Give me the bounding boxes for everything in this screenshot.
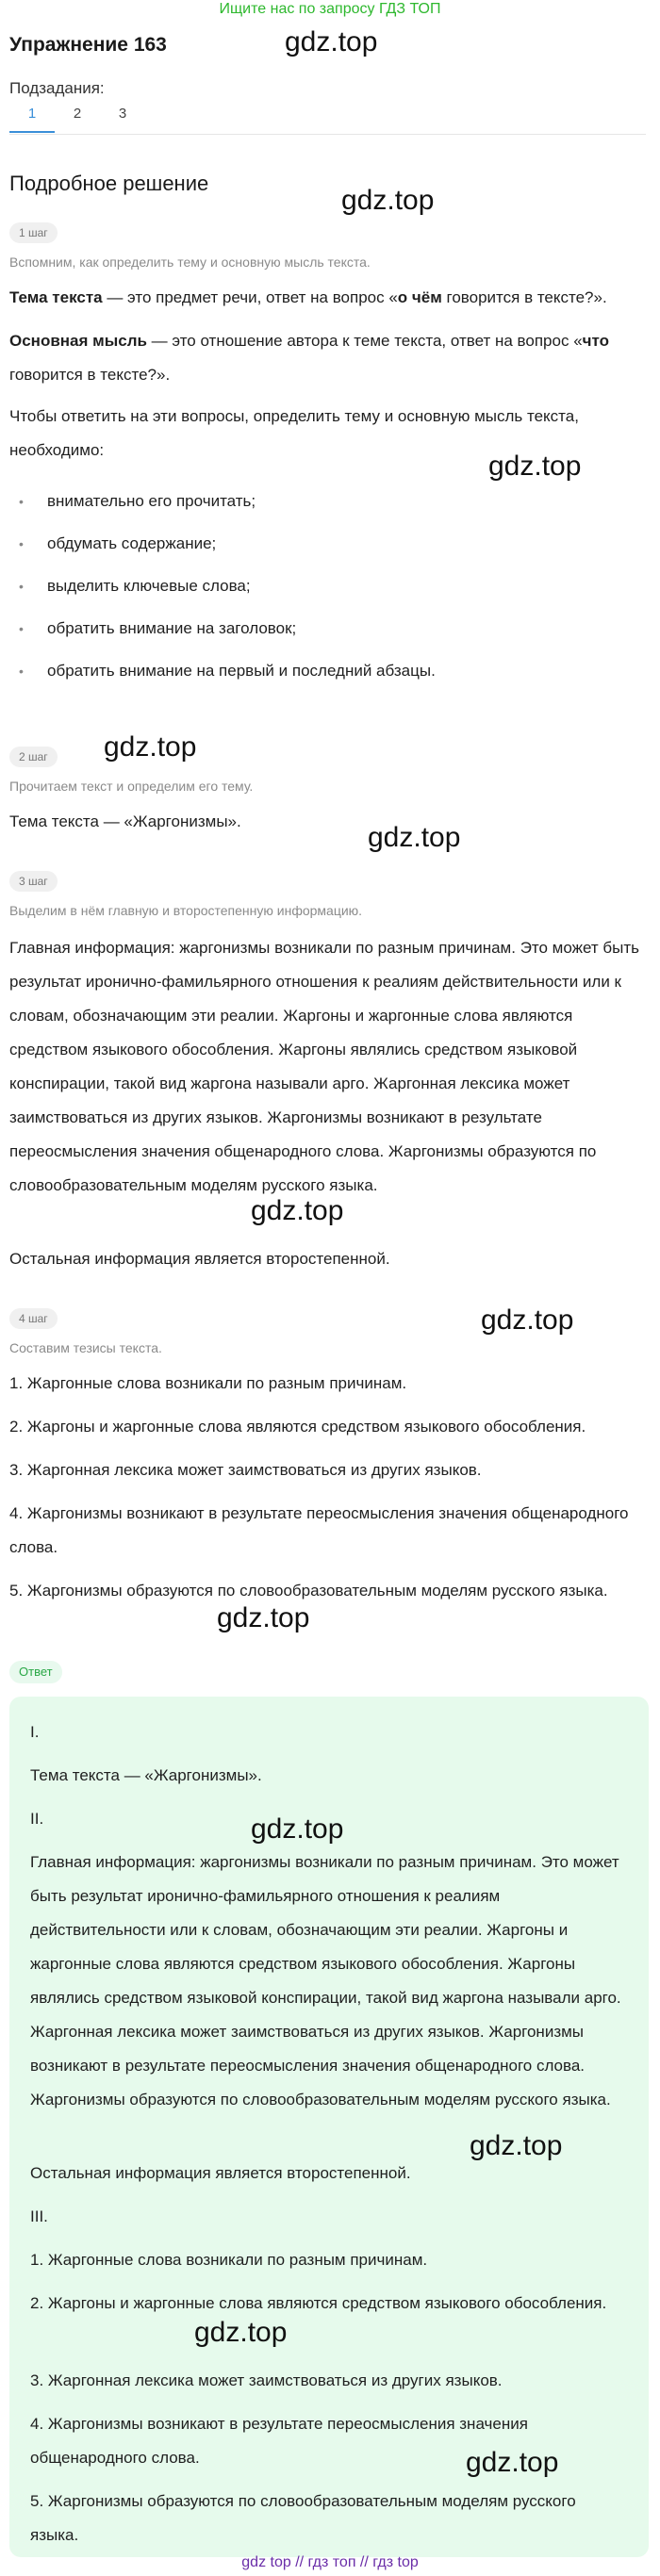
answer-secondary-info: Остальная информация является второстепенной.: [30, 2164, 411, 2182]
watermark: gdz.top: [194, 2317, 288, 2348]
tabs-divider: [9, 134, 646, 135]
watermark: gdz.top: [251, 1195, 344, 1226]
answer-topic: Тема текста — «Жаргонизмы».: [30, 1766, 262, 1784]
step-2-topic: Тема текста — «Жаргонизмы».: [9, 812, 241, 830]
watermark: gdz.top: [470, 2130, 563, 2161]
watermark: gdz.top: [217, 1602, 310, 1633]
answer-part-2-number: II.: [30, 1810, 44, 1828]
exercise-title: Упражнение 163: [9, 34, 167, 56]
answer-main-info: Главная информация: жаргонизмы возникали по разным причинам. Это может быть результат иронично-фамильярного отношения к реалиям действительности или к словам, обозначающим эти реалии. Жаргоны и жаргонные слова являются средством языкового обособления. Жаргоны являлись средством языковой конспирации, такой вид жаргона называли арго. Жаргонная лексика может заимствоваться из других языков. Жаргонизмы возникают в результате переосмысления значения общенародного слова. Жаргонизмы образуются по словообразовательным моделям русского языка.: [30, 1853, 621, 2108]
tab-3[interactable]: 3: [118, 106, 127, 122]
watermark: gdz.top: [481, 1304, 574, 1336]
thesis-item: 1. Жаргонные слова возникали по разным причинам.: [9, 1374, 407, 1392]
list-item: • внимательно его прочитать;: [9, 483, 436, 525]
thesis-item: 3. Жаргонная лексика может заимствоваться из других языков.: [9, 1461, 482, 1479]
step-4-note: Составим тезисы текста.: [9, 1340, 162, 1355]
watermark: gdz.top: [251, 1813, 344, 1845]
term-topic: Тема текста: [9, 288, 103, 306]
step-3-badge: 3 шаг: [9, 871, 58, 892]
watermark: gdz.top: [466, 2447, 559, 2478]
section-title: Подробное решение: [9, 172, 209, 195]
definition-main-idea: Основная мысль — это отношение автора к теме текста, ответ на вопрос «что говорится в тексте?».: [9, 332, 610, 384]
thesis-item: 4. Жаргонизмы возникают в результате переосмысления значения общенародного слова.: [9, 1504, 629, 1556]
answer-thesis-item: 4. Жаргонизмы возникают в результате переосмысления значения общенародного слова.: [30, 2415, 528, 2467]
step-1-badge: 1 шаг: [9, 222, 58, 243]
step-2-badge: 2 шаг: [9, 747, 58, 767]
subtask-tabs: [9, 106, 145, 133]
step-4-badge: 4 шаг: [9, 1308, 58, 1329]
thesis-item: 2. Жаргоны и жаргонные слова являются средством языкового обособления.: [9, 1418, 586, 1436]
answer-badge: Ответ: [9, 1661, 62, 1683]
step-3-secondary-info: Остальная информация является второстепенной.: [9, 1250, 390, 1268]
subtasks-label: Подзадания:: [9, 79, 105, 97]
thesis-item: 5. Жаргонизмы образуются по словообразовательным моделям русского языка.: [9, 1582, 608, 1600]
list-item: • обратить внимание на заголовок;: [9, 610, 436, 652]
list-item: • выделить ключевые слова;: [9, 567, 436, 610]
search-banner: Ищите нас по запросу ГДЗ ТОП: [219, 1, 441, 17]
footer-links[interactable]: gdz top // гдз топ // гдз top: [241, 2554, 419, 2570]
watermark: gdz.top: [104, 731, 197, 763]
answer-thesis-item: 3. Жаргонная лексика может заимствоваться из других языков.: [30, 2371, 503, 2389]
term-main-idea: Основная мысль: [9, 332, 147, 350]
answer-part-3-number: III.: [30, 2207, 48, 2225]
answer-thesis-item: 2. Жаргоны и жаргонные слова являются средством языкового обособления.: [30, 2294, 607, 2312]
tab-2[interactable]: 2: [73, 106, 82, 122]
watermark: gdz.top: [341, 185, 435, 216]
answer-thesis-item: 5. Жаргонизмы образуются по словообразовательным моделям русского языка.: [30, 2492, 576, 2544]
answer-part-1-number: I.: [30, 1723, 40, 1741]
watermark: gdz.top: [285, 26, 378, 57]
step-2-note: Прочитаем текст и определим его тему.: [9, 779, 254, 794]
list-item: • обратить внимание на первый и последний абзацы.: [9, 652, 436, 695]
list-item: • обдумать содержание;: [9, 525, 436, 567]
step-3-main-info: Главная информация: жаргонизмы возникали по разным причинам. Это может быть результат иронично-фамильярного отношения к реалиям действительности или к словам, обозначающим эти реалии. Жаргоны и жаргонные слова являются средством языкового обособления. Жаргоны являлись средством языковой конспирации, такой вид жаргона называли арго. Жаргонная лексика может заимствоваться из других языков. Жаргонизмы возникают в результате переосмысления значения общенародного слова. Жаргонизмы образуются по словообразовательным моделям русского языка.: [9, 939, 640, 1194]
watermark: gdz.top: [368, 822, 461, 853]
steps-list: [9, 483, 436, 695]
tab-1[interactable]: 1: [9, 106, 55, 133]
step-1-instructions: Чтобы ответить на эти вопросы, определить тему и основную мысль текста, необходимо:: [9, 407, 579, 459]
step-1-note: Вспомним, как определить тему и основную мысль текста.: [9, 254, 371, 270]
step-3-note: Выделим в нём главную и второстепенную информацию.: [9, 903, 363, 918]
answer-thesis-item: 1. Жаргонные слова возникали по разным причинам.: [30, 2251, 428, 2269]
definition-topic: Тема текста — это предмет речи, ответ на вопрос «о чём говорится в тексте?».: [9, 288, 607, 306]
watermark: gdz.top: [488, 451, 582, 482]
